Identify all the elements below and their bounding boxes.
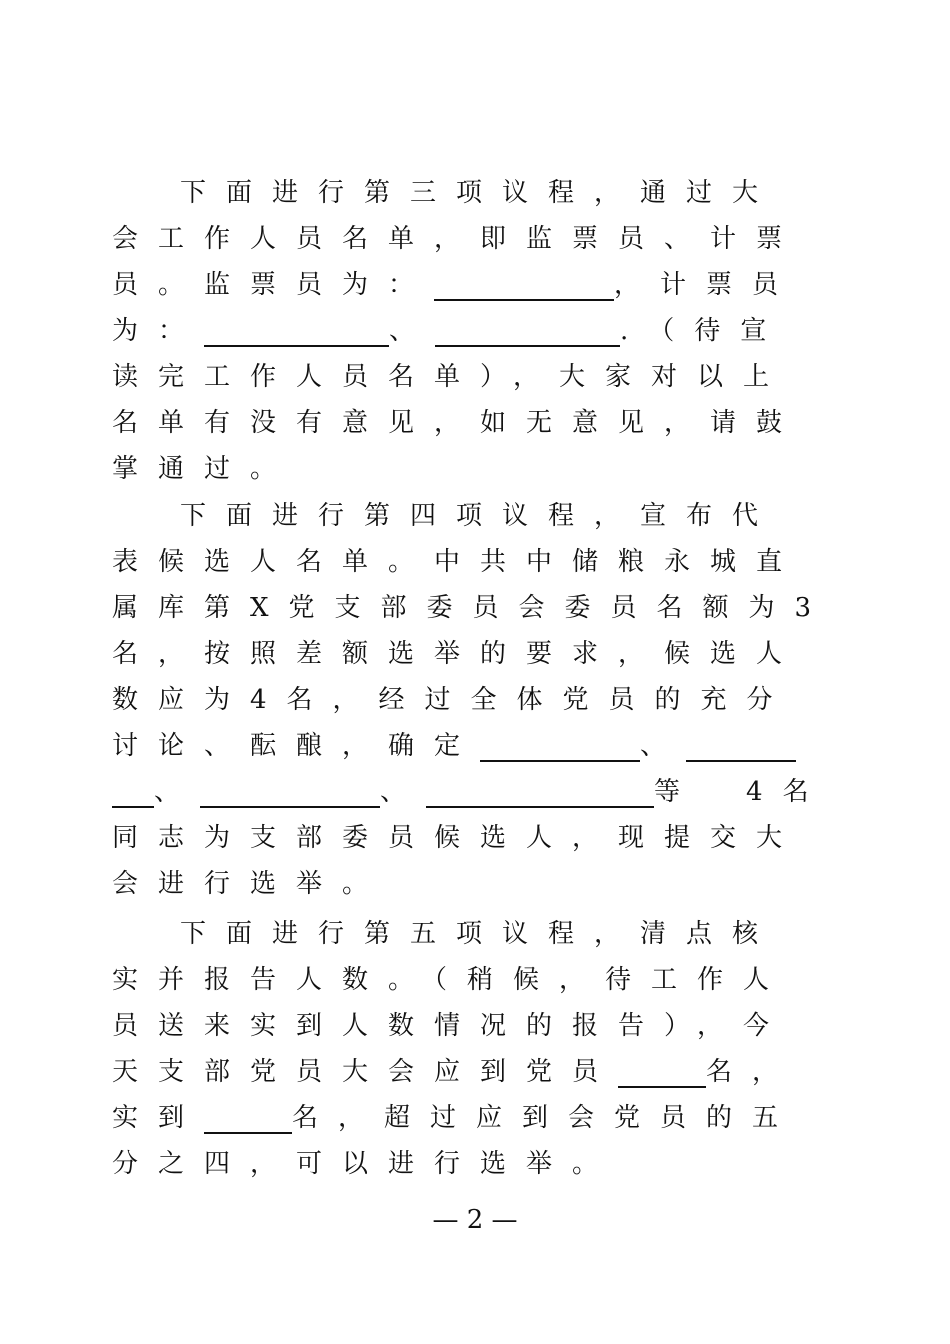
fill-blank[interactable] — [112, 776, 154, 808]
paragraph-text: 会工作人员名单，即监票员、计票 — [112, 224, 803, 254]
text-line — [180, 171, 778, 215]
text-line — [112, 586, 831, 630]
text-line — [112, 447, 296, 491]
paragraph-text: 名单有没有意见，如无意见，请鼓 — [112, 408, 803, 438]
paragraph-text: 名，按照差额选举的要求，候选人 — [112, 639, 803, 669]
fill-blank[interactable] — [435, 315, 620, 347]
text-line — [112, 1004, 789, 1048]
text-line — [180, 912, 778, 956]
paragraph-text: 为： — [112, 316, 205, 346]
text-line — [112, 217, 802, 261]
fill-blank[interactable] — [204, 1102, 292, 1134]
text-line — [112, 632, 802, 676]
fill-blank[interactable] — [686, 730, 796, 762]
text-line — [112, 355, 789, 399]
text-line — [112, 770, 829, 814]
paragraph-text: 数应为4名，经过全体党员的充分 — [112, 685, 793, 715]
text-line — [112, 1050, 798, 1094]
fill-blank[interactable] — [434, 269, 614, 301]
paragraph-text: 天支部党员大会应到党员 — [112, 1057, 619, 1087]
text-line — [180, 494, 778, 538]
paragraph-text: 员。监票员为： — [112, 270, 435, 300]
paragraph-text: 实到 — [112, 1103, 205, 1133]
text-line — [112, 401, 802, 445]
paragraph-text: 会进行选举。 — [112, 869, 389, 899]
paragraph-text: 掌通过。 — [112, 454, 297, 484]
paragraph-text: 名， — [706, 1057, 799, 1087]
text-line — [112, 309, 786, 353]
paragraph-text: 、 — [380, 777, 427, 807]
text-line — [112, 678, 793, 722]
paragraph-text: 分之四，可以进行选举。 — [112, 1149, 619, 1179]
paragraph-text: 下面进行第五项议程，清点核 — [180, 919, 779, 949]
text-line — [112, 540, 802, 584]
paragraph-text: 讨论、酝酿，确定 — [112, 731, 481, 761]
paragraph-text: 、 — [640, 731, 687, 761]
paragraph-text: 、 — [154, 777, 201, 807]
paragraph-text: 表候选人名单。中共中储粮永城直 — [112, 547, 803, 577]
page-number: — 2 — — [432, 1205, 518, 1235]
fill-blank[interactable] — [204, 315, 389, 347]
text-line — [112, 816, 802, 860]
paragraph-text: 同志为支部委员候选人，现提交大 — [112, 823, 803, 853]
fill-blank[interactable] — [426, 776, 654, 808]
paragraph-text: 下面进行第三项议程，通过大 — [180, 178, 779, 208]
paragraph-text: 等 4名 — [654, 777, 829, 807]
paragraph-text: ，计票员 — [614, 270, 799, 300]
paragraph-text: 下面进行第四项议程，宣布代 — [180, 501, 779, 531]
text-line — [112, 958, 789, 1002]
paragraph-text: .（待宣 — [620, 316, 787, 346]
text-line — [112, 724, 796, 768]
fill-blank[interactable] — [480, 730, 640, 762]
paragraph-text: 实并报告人数。（稍候，待工作人 — [112, 965, 790, 995]
text-line — [112, 1142, 618, 1186]
paragraph-text: 员送来实到人数情况的报告），今 — [112, 1011, 790, 1041]
paragraph-text: 、 — [389, 316, 436, 346]
paragraph-text: 名，超过应到会党员的五 — [292, 1103, 799, 1133]
text-line — [112, 263, 798, 307]
paragraph-text: 读完工作人员名单），大家对以上 — [112, 362, 790, 392]
fill-blank[interactable] — [618, 1056, 706, 1088]
text-line — [112, 862, 388, 906]
text-line — [112, 1096, 798, 1140]
fill-blank[interactable] — [200, 776, 380, 808]
paragraph-text: 属库第X党支部委员会委员名额为3 — [112, 593, 832, 623]
